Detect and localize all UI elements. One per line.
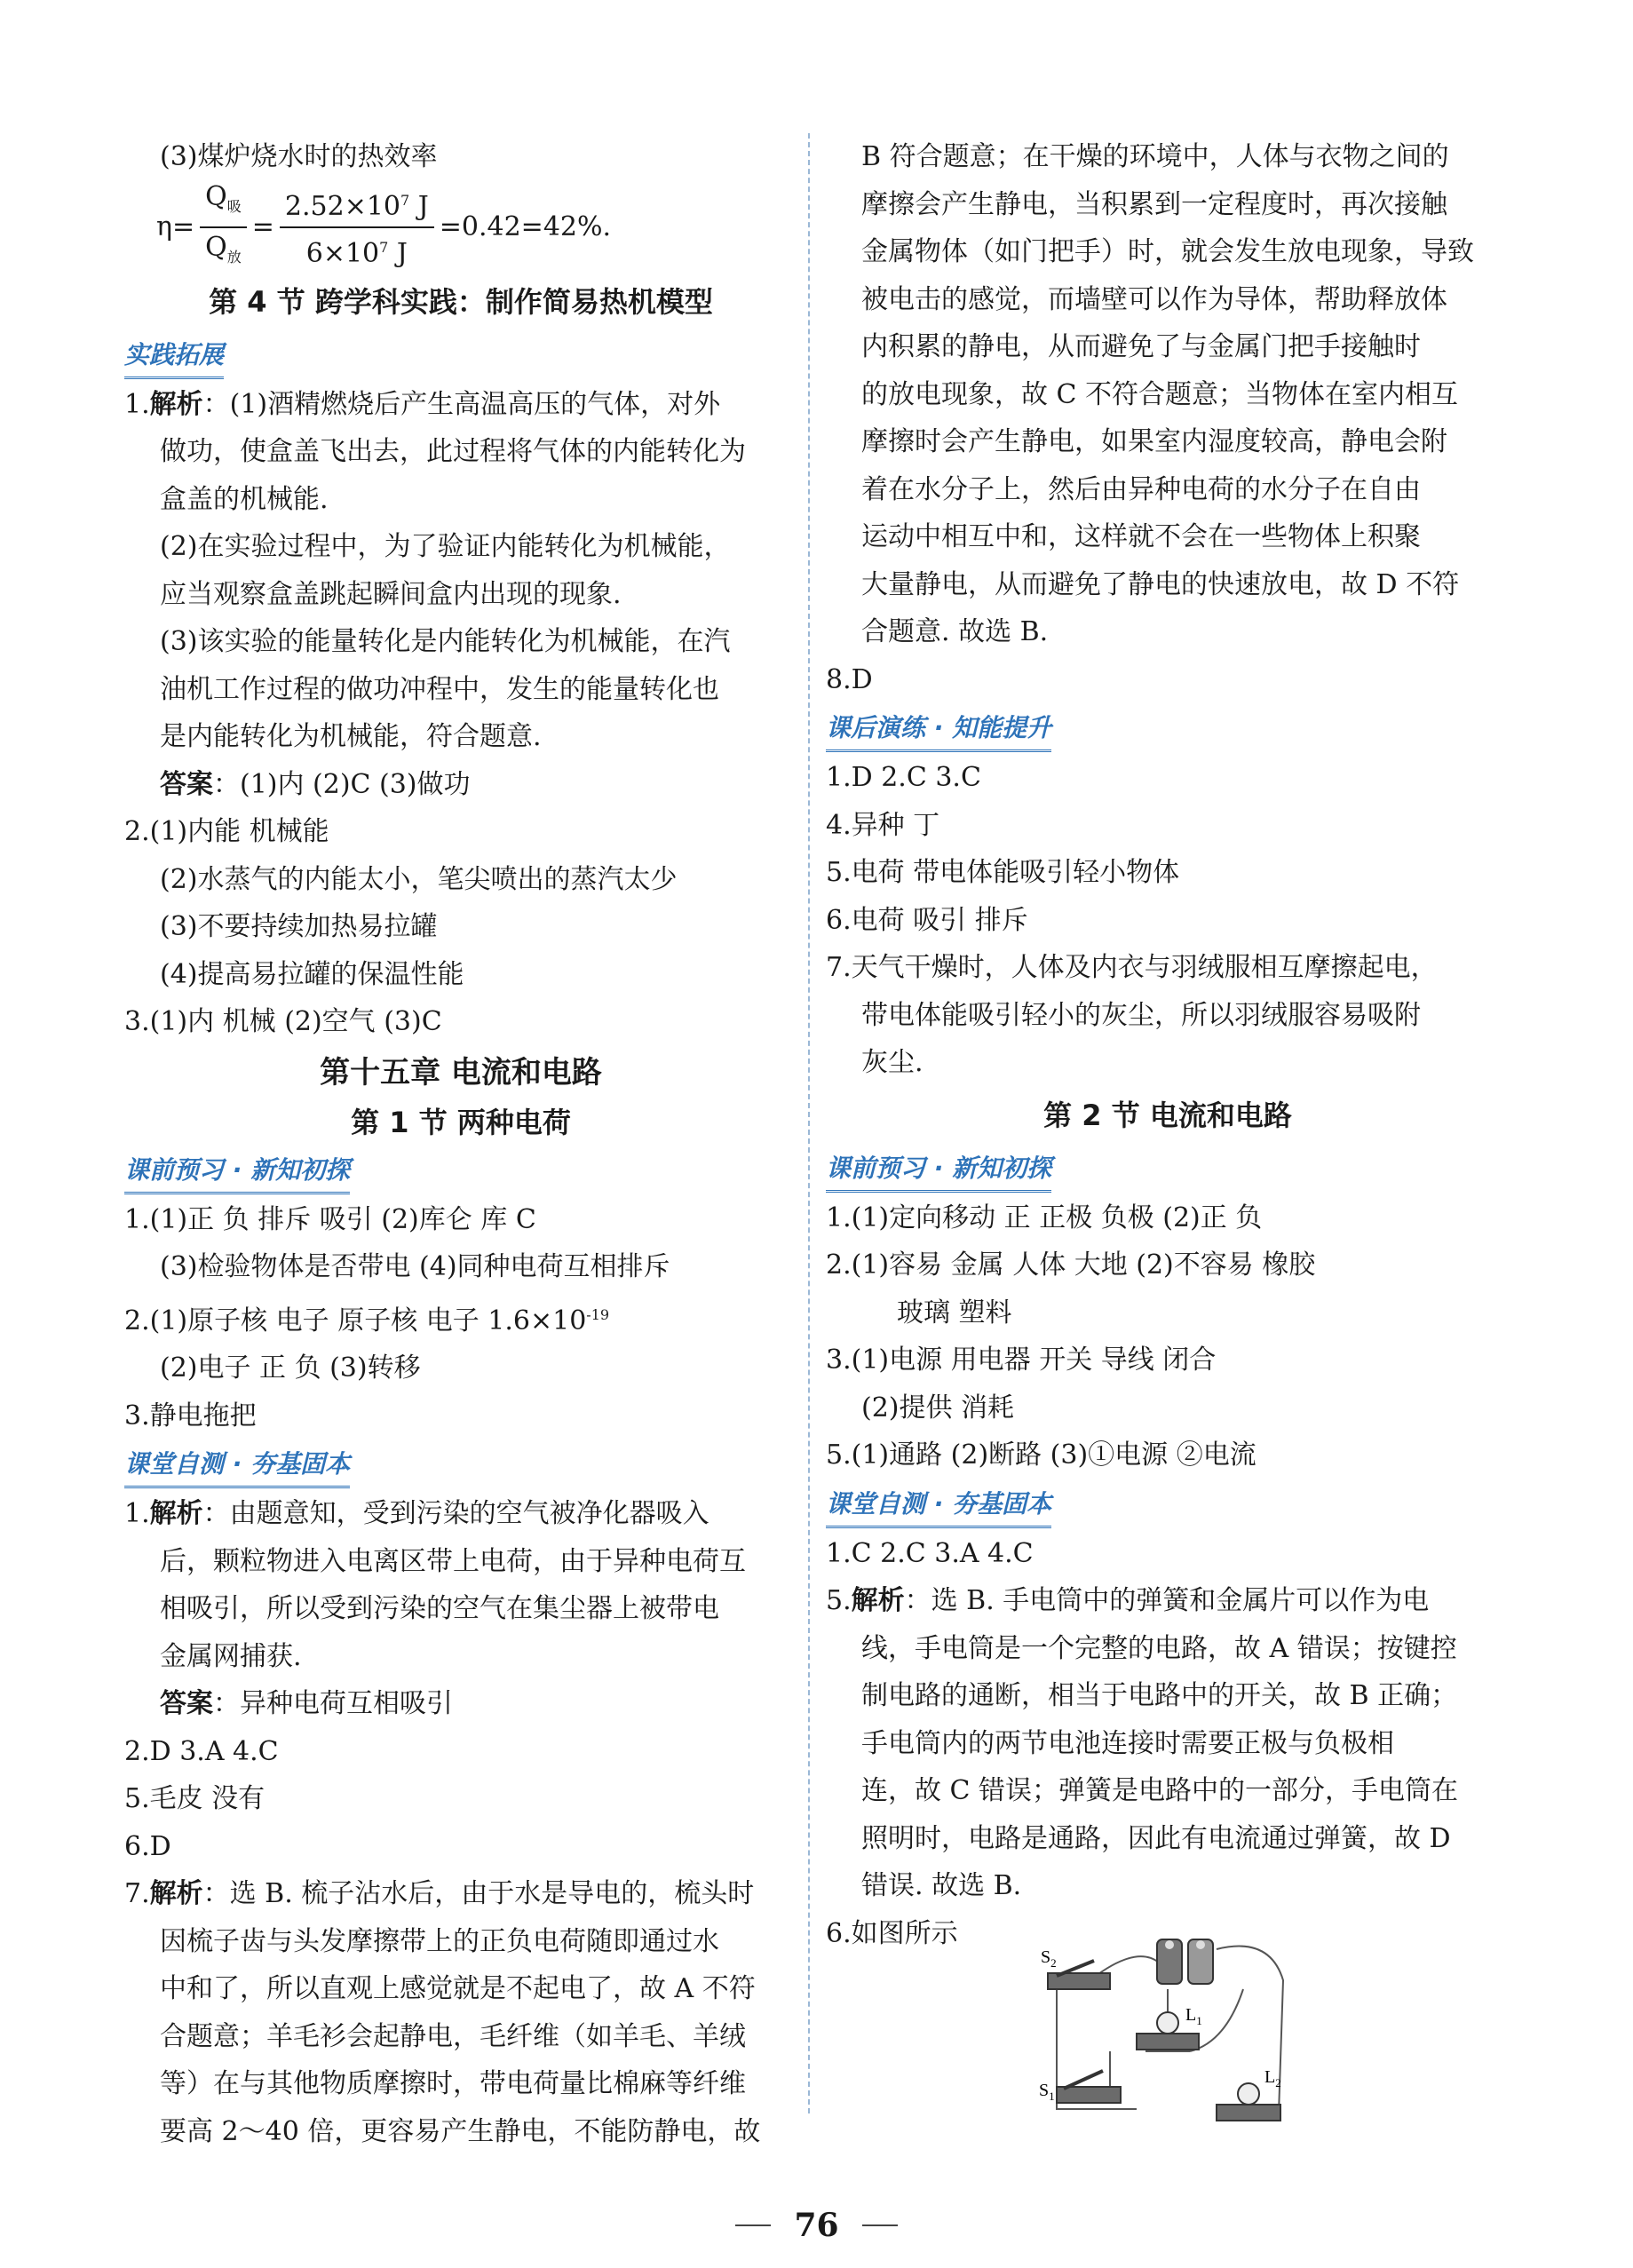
text-line: (2)提供 消耗 xyxy=(861,1392,1015,1423)
text-line: 连，故 C 错误；弹簧是电路中的一部分，手电筒在 xyxy=(861,1775,1459,1806)
answer-label: 答案 xyxy=(160,768,213,800)
text-line: 要高 2～40 倍，更容易产生静电，不能防静电，故 xyxy=(160,2115,761,2147)
text-line: (4)提高易拉罐的保温性能 xyxy=(160,958,464,990)
section-title: 第 4 节 跨学科实践：制作简易热机模型 xyxy=(209,284,713,319)
analysis-label: 解析 xyxy=(851,1585,905,1616)
efficiency-formula xyxy=(124,181,797,274)
text-line: 内积累的静电，从而避免了与金属门把手接触时 xyxy=(861,331,1421,362)
text-line: 4.异种 丁 xyxy=(826,809,940,841)
text-line: 1.C 2.C 3.A 4.C xyxy=(826,1537,1034,1569)
label-l1: $L_1$ xyxy=(1185,2005,1202,2027)
lamp-l2-icon xyxy=(1217,2083,1280,2121)
formula-q-num: Q xyxy=(205,180,227,212)
text-line: 摩擦会产生静电，当积累到一定程度时，再次接触 xyxy=(861,188,1447,220)
text-line: ：选 B. 手电筒中的弹簧和金属片可以作为电 xyxy=(904,1585,1430,1616)
text-line: (2)水蒸气的内能太小，笔尖喷出的蒸汽太少 xyxy=(160,863,678,895)
text-line: 1.(1)定向移动 正 正极 负极 (2)正 负 xyxy=(826,1201,1263,1233)
text-line: 等）在与其他物质摩擦时，带电荷量比棉麻等纤维 xyxy=(160,2068,746,2099)
text-line: 5.电荷 带电体能吸引轻小物体 xyxy=(826,857,1180,888)
formula-num-sup: 7 xyxy=(400,191,410,209)
page-footer xyxy=(0,2207,1633,2244)
text-line: 的放电现象，故 C 不符合题意；当物体在室内相互 xyxy=(861,378,1459,410)
text-line: ：选 B. 梳子沾水后，由于水是导电的，梳头时 xyxy=(202,1878,755,1909)
answer-label: 答案 xyxy=(160,1688,213,1719)
text-line: 照明时，电路是通路，因此有电流通过弹簧，故 D xyxy=(861,1822,1451,1854)
text-line: 玻璃 塑料 xyxy=(897,1297,1012,1328)
wire xyxy=(1110,2051,1190,2091)
column-divider xyxy=(808,133,810,2113)
text-line: 8.D xyxy=(826,663,873,695)
text-line: 油机工作过程的做功冲程中，发生的能量转化也 xyxy=(160,673,719,705)
label-s1: $S_1$ xyxy=(1039,2081,1055,2103)
text-line: 相吸引，所以受到污染的空气在集尘器上被带电 xyxy=(160,1593,719,1624)
formula-den-unit: J xyxy=(388,237,408,269)
text-line: 6.电荷 吸引 排斥 xyxy=(826,904,1028,936)
formula-result: =0.42=42%. xyxy=(439,211,612,242)
section-label: 课堂自测 · 夯基固本 xyxy=(826,1483,1051,1528)
section-label: 实践拓展 xyxy=(124,334,224,379)
text-line: 做功，使盒盖飞出去，此过程将气体的内能转化为 xyxy=(160,436,746,467)
right-column xyxy=(826,133,1510,1957)
text-line: 制电路的通断，相当于电路中的开关，故 B 正确； xyxy=(861,1680,1458,1711)
analysis-label: 解析 xyxy=(149,1878,203,1909)
text-line: 大量静电，从而避免了静电的快速放电，故 D 不符 xyxy=(861,568,1460,600)
circuit-diagram xyxy=(1039,1927,1305,2131)
text-line: 错误. 故选 B. xyxy=(861,1870,1022,1901)
section-label: 课后演练 · 知能提升 xyxy=(826,707,1051,752)
formula-eta: η= xyxy=(156,211,195,242)
text-line: 3.静电拖把 xyxy=(124,1400,257,1431)
formula-den: 6×10 xyxy=(305,237,380,269)
text-line: 因梳子齿与头发摩擦带上的正负电荷随即通过水 xyxy=(160,1925,719,1957)
text-line: (2)在实验过程中，为了验证内能转化为机械能， xyxy=(160,531,731,562)
text-line: 6.D xyxy=(124,1830,171,1862)
text-line: 带电体能吸引轻小的灰尘，所以羽绒服容易吸附 xyxy=(861,999,1421,1031)
formula-q-den-sub: 放 xyxy=(226,248,242,266)
text-line: 被电击的感觉，而墙壁可以作为导体，帮助释放体 xyxy=(861,283,1447,315)
text-line: 1.(1)正 负 排斥 吸引 (2)库仑 库 C xyxy=(124,1203,536,1235)
formula-num: 2.52×10 xyxy=(284,190,400,222)
formula-equals: = xyxy=(251,211,274,242)
text-line: 灰尘. xyxy=(861,1047,924,1078)
item-number: 1. xyxy=(124,388,150,420)
text-line: 应当观察盒盖跳起瞬间盒内出现的现象. xyxy=(160,578,622,610)
text-line: 盒盖的机械能. xyxy=(160,483,329,515)
text-line: 2.(1)原子核 电子 原子核 电子 1.6×10 xyxy=(124,1304,587,1336)
section-title: 第 1 节 两种电荷 xyxy=(351,1105,571,1139)
switch-s2-icon xyxy=(1048,1961,1110,1989)
text-line: 线，手电筒是一个完整的电路，故 A 错误；按键控 xyxy=(861,1632,1457,1664)
text-line: (3)不要持续加热易拉罐 xyxy=(160,911,438,942)
left-column xyxy=(124,133,797,2155)
text-line: 2.(1)内能 机械能 xyxy=(124,816,329,847)
text-line: (2)电子 正 负 (3)转移 xyxy=(160,1352,421,1384)
text-line: 着在水分子上，然后由异种电荷的水分子在自由 xyxy=(861,473,1421,505)
section-title: 第 2 节 电流和电路 xyxy=(1043,1098,1292,1132)
text-line: 后，颗粒物进入电离区带上电荷，由于异种电荷互 xyxy=(160,1545,746,1577)
item-number: 1. xyxy=(124,1498,150,1529)
label-s2: $S_2$ xyxy=(1041,1947,1057,1970)
text-line: (3)检验物体是否带电 (4)同种电荷互相排斥 xyxy=(160,1251,670,1282)
text-line: 金属物体（如门把手）时，就会发生放电现象，导致 xyxy=(861,236,1474,267)
text-line: ：(1)酒精燃烧后产生高温高压的气体，对外 xyxy=(202,388,721,420)
text-line: (3)煤炉烧水时的热效率 xyxy=(160,141,438,172)
section-label: 课堂自测 · 夯基固本 xyxy=(124,1443,350,1488)
analysis-label: 解析 xyxy=(149,388,203,420)
text-line: 2.(1)容易 金属 人体 大地 (2)不容易 橡胶 xyxy=(826,1249,1316,1281)
text-line: 2.D 3.A 4.C xyxy=(124,1735,279,1767)
text-line: 7.天气干燥时，人体及内衣与羽绒服相互摩擦起电， xyxy=(826,952,1438,983)
item-number: 5. xyxy=(826,1585,852,1616)
battery-icon xyxy=(1157,1939,1213,1984)
text-line: 合题意；羊毛衫会起静电，毛纤维（如羊毛、羊绒 xyxy=(160,2020,746,2052)
footer-dash xyxy=(735,2224,771,2226)
switch-s1-icon xyxy=(1057,2071,1121,2103)
formula-num-unit: J xyxy=(409,190,429,222)
text-line: 3.(1)电源 用电器 开关 导线 闭合 xyxy=(826,1344,1217,1376)
section-label: 课前预习 · 新知初探 xyxy=(124,1149,350,1194)
text-line: 金属网捕获. xyxy=(160,1640,302,1672)
analysis-label: 解析 xyxy=(149,1498,203,1529)
text-line: ：(1)内 (2)C (3)做功 xyxy=(213,768,471,800)
text-line: ：由题意知，受到污染的空气被净化器吸入 xyxy=(202,1498,709,1529)
text-line: ：异种电荷互相吸引 xyxy=(213,1688,453,1719)
text-line: 运动中相互中和，这样就不会在一些物体上积聚 xyxy=(861,521,1421,552)
text-line: 5.毛皮 没有 xyxy=(124,1783,266,1814)
formula-q-num-sub: 吸 xyxy=(226,197,242,215)
text-line: 是内能转化为机械能，符合题意. xyxy=(160,721,542,752)
chapter-title: 第十五章 电流和电路 xyxy=(320,1054,602,1090)
text-line: 6.如图所示 xyxy=(826,1917,958,1949)
section-label: 课前预习 · 新知初探 xyxy=(826,1147,1051,1193)
item-number: 7. xyxy=(124,1878,150,1909)
text-line: 3.(1)内 机械 (2)空气 (3)C xyxy=(124,1006,442,1037)
text-line: 摩擦时会产生静电，如果室内湿度较高，静电会附 xyxy=(861,426,1447,457)
formula-fraction-values xyxy=(280,183,434,272)
label-l2: $L_2$ xyxy=(1264,2067,1281,2090)
text-line: 手电筒内的两节电池连接时需要正极与负极相 xyxy=(861,1727,1394,1759)
page-number: 76 xyxy=(794,2207,839,2244)
text-line: B 符合题意；在干燥的环境中，人体与衣物之间的 xyxy=(861,141,1449,172)
text-line: (3)该实验的能量转化是内能转化为机械能，在汽 xyxy=(160,626,731,657)
formula-q-den: Q xyxy=(205,231,227,263)
footer-dash xyxy=(862,2224,898,2226)
text-line: 1.D 2.C 3.C xyxy=(826,762,981,793)
exponent: -19 xyxy=(586,1305,610,1323)
text-line: 5.(1)通路 (2)断路 (3)①电源 ②电流 xyxy=(826,1439,1256,1471)
formula-den-sup: 7 xyxy=(379,238,389,256)
text-line: 中和了，所以直观上感觉就是不起电了，故 A 不符 xyxy=(160,1973,756,2004)
text-line: 合题意. 故选 B. xyxy=(861,616,1049,647)
formula-fraction-q xyxy=(200,179,247,275)
